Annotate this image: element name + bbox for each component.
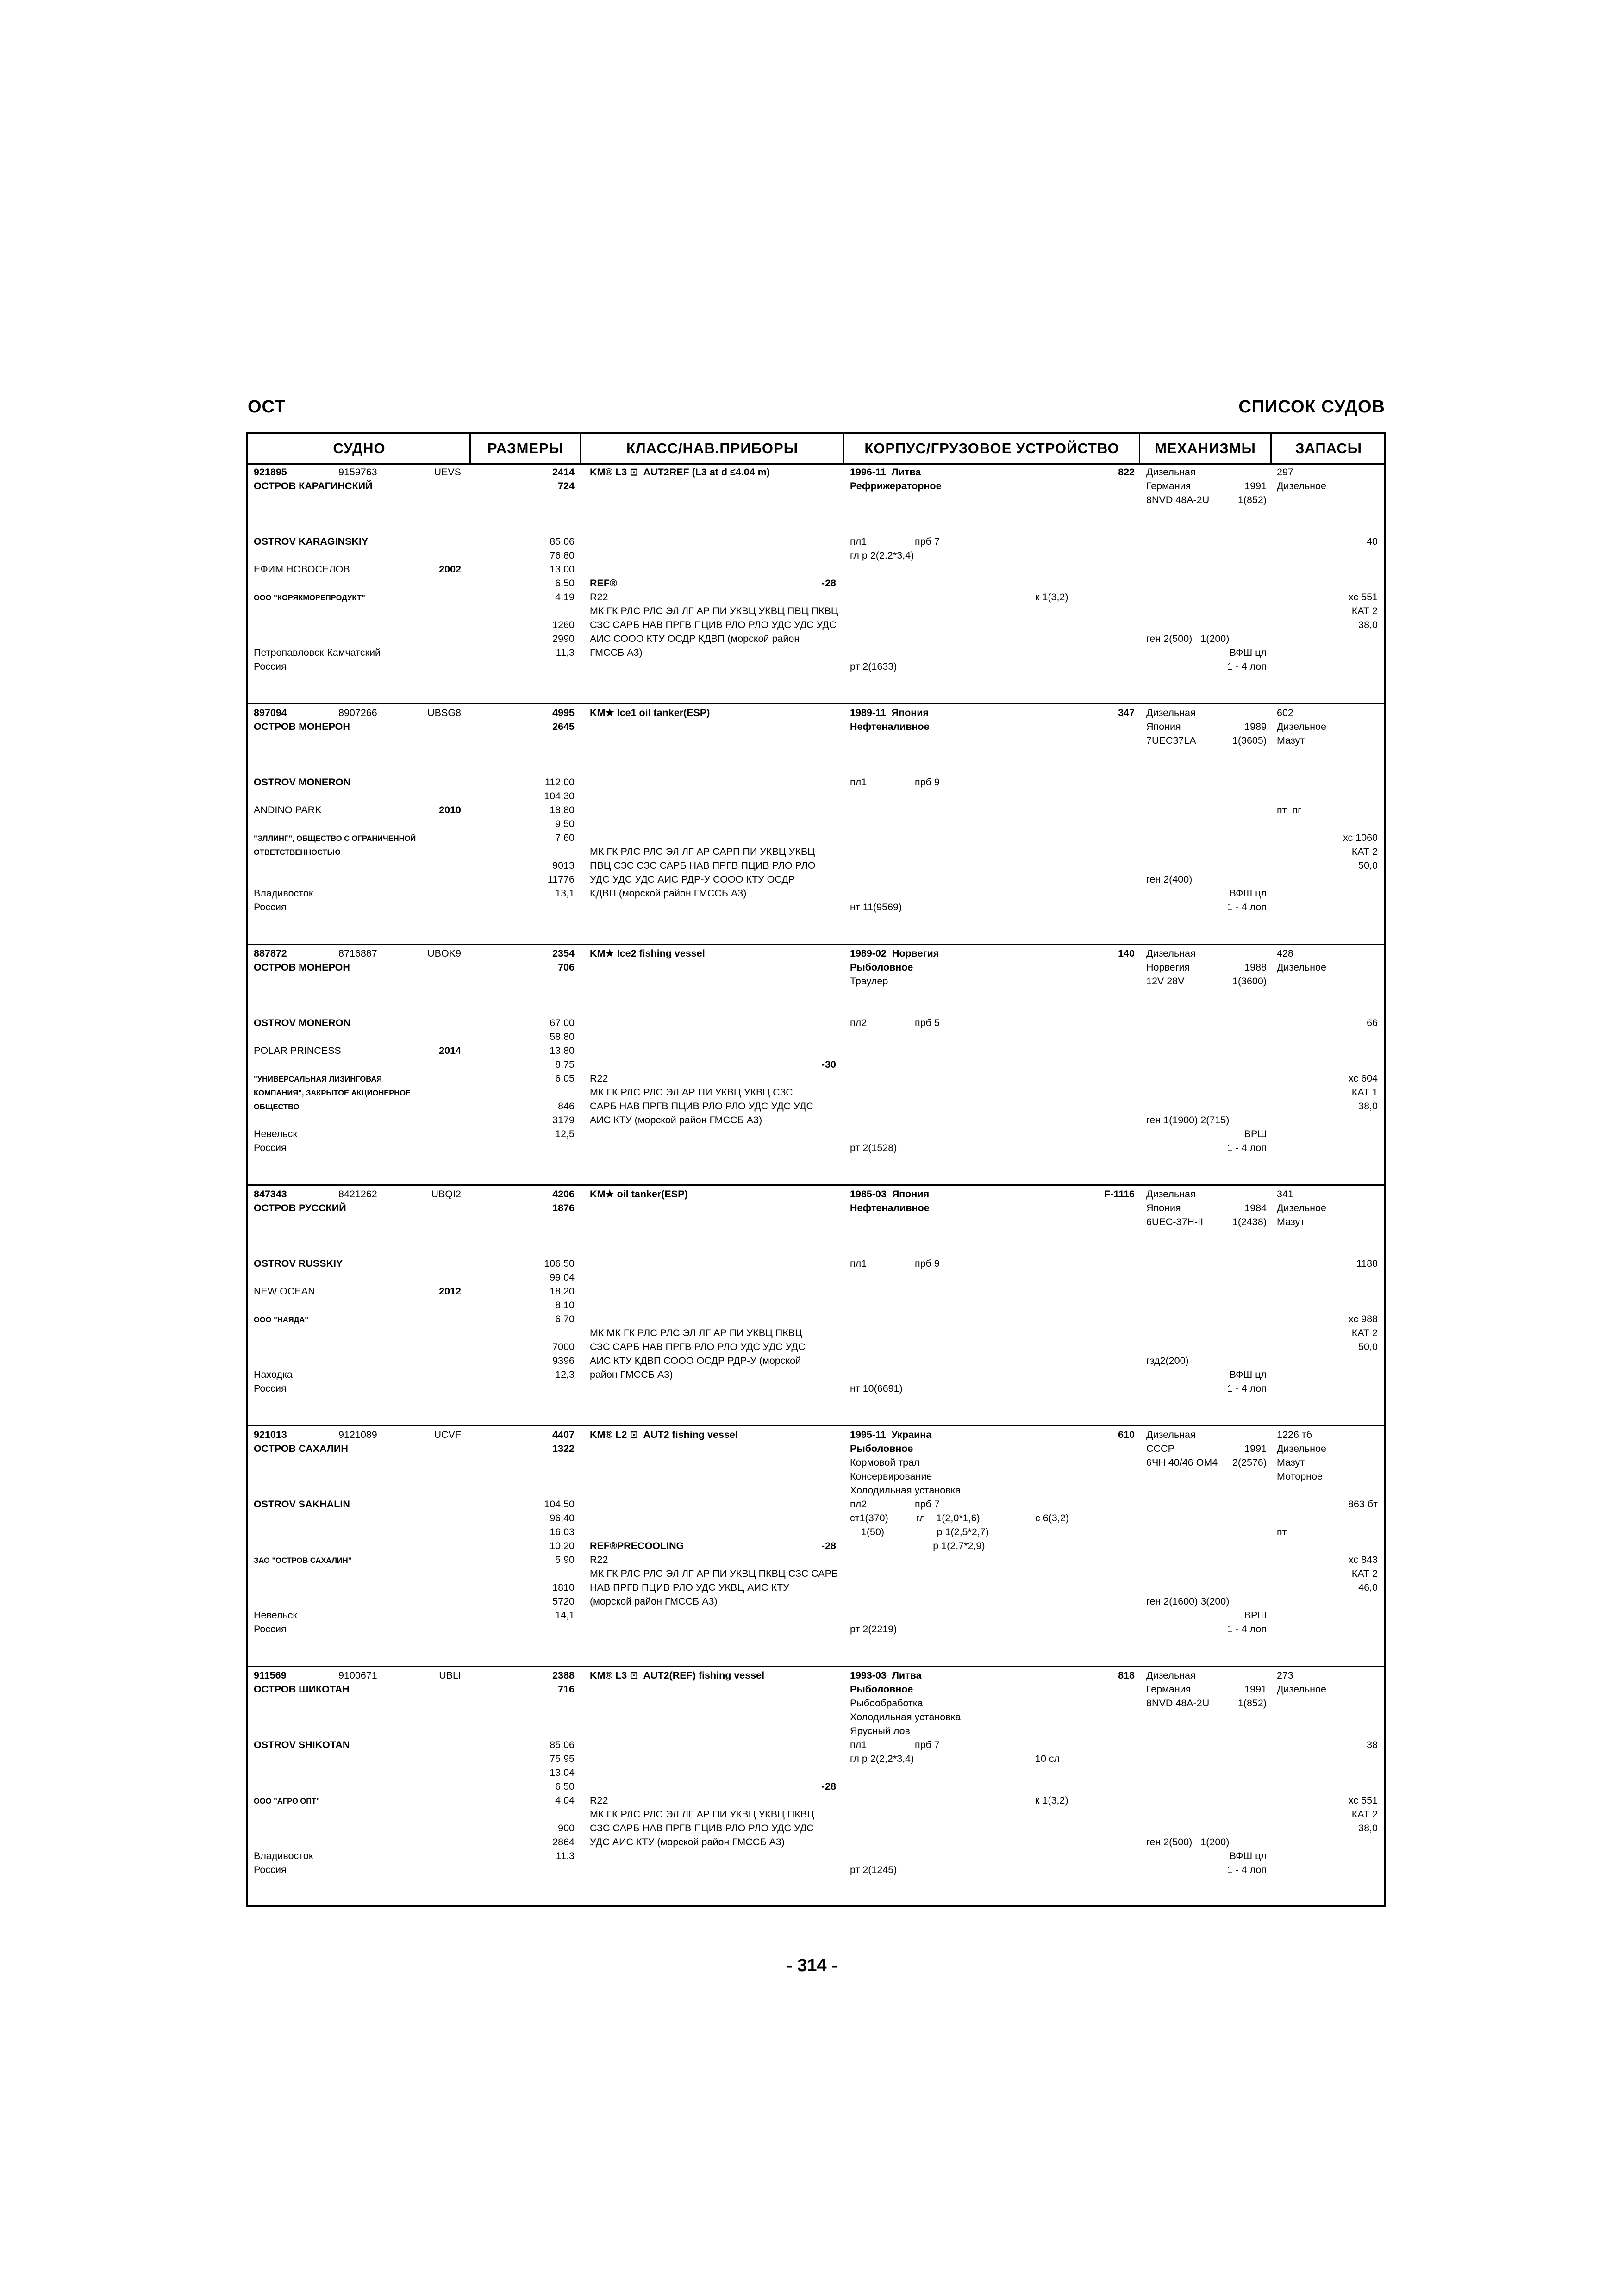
hull-build-number: 822	[1118, 467, 1135, 478]
ship-type: Рыболовное	[850, 962, 913, 973]
ship-reg-number: 847343	[254, 1188, 287, 1200]
dimension-value: 67,00	[550, 1017, 575, 1028]
engine-power: 1(3605)	[1232, 735, 1267, 746]
ship-country: Россия	[254, 1383, 287, 1394]
ship-name-ru: ОСТРОВ ШИКОТАН	[254, 1684, 350, 1695]
ship-imo: 8421262	[338, 1188, 377, 1200]
propeller-blades: 1 - 4 лоп	[1227, 1383, 1267, 1394]
stores-fuel-type: Дизельное	[1277, 1684, 1326, 1695]
ship-call-sign: UCVF	[434, 1429, 461, 1440]
stores-fuel-type-2: Мазут	[1277, 1457, 1305, 1468]
ship-name-en: OSTROV SAKHALIN	[254, 1499, 350, 1510]
hull-bulkheads: прб 7	[915, 536, 940, 547]
generators: ген 2(400)	[1146, 874, 1193, 885]
ship-name-ru: ОСТРОВ САХАЛИН	[254, 1443, 348, 1454]
dimension-value: 9013	[552, 860, 575, 871]
ship-name-ru: ОСТРОВ МОНЕРОН	[254, 962, 350, 973]
stores-value: 38,0	[1358, 1101, 1378, 1112]
stores-endurance: хс 551	[1348, 1795, 1378, 1806]
nav-equipment: МК МК ГК РЛС РЛС ЭЛ ЛГ АР ПИ УКВЦ ПКВЦ СЗС САРБ НАВ ПРГВ РЛО РЛО УДС УДС УДС АИС КТУ КДВП СООО ОСДР РДР-У (морской район ГМССБ А3)	[590, 1327, 806, 1380]
ship-name-en: OSTROV RUSSKIY	[254, 1258, 343, 1269]
dimension-value: 716	[558, 1684, 575, 1695]
dimension-value: 8,10	[555, 1300, 575, 1311]
dimension-value: 4,19	[555, 591, 575, 603]
dimension-value: 5,90	[555, 1554, 575, 1565]
generators: гзд2(200)	[1146, 1355, 1189, 1366]
hull-decks: пл2	[850, 1499, 867, 1510]
class-notation: KM® L3 ⊡ AUT2(REF) fishing vessel	[590, 1670, 765, 1681]
class-notation: KM® L3 ⊡ AUT2REF (L3 at d ≤4.04 m)	[590, 467, 770, 478]
refrigeration-temp: -30	[821, 1059, 836, 1070]
engine-type: Дизельная	[1146, 948, 1196, 959]
stores-fuel-amount: 297	[1277, 467, 1293, 478]
ship-imo: 9121089	[338, 1429, 377, 1440]
dimension-value: 2864	[552, 1836, 575, 1848]
ship-name-ru: ОСТРОВ МОНЕРОН	[254, 721, 350, 732]
stores-water: 863 бт	[1348, 1499, 1378, 1510]
hull-capacity: нт 11(9569)	[850, 902, 902, 913]
dimension-value: 2645	[552, 721, 575, 732]
ship-type-details: Рыбообработка Холодильная установка Ярусный лов	[850, 1698, 961, 1736]
cargo-hatches: гл р 2(2,2*3,4)	[850, 1753, 914, 1764]
engine-power: 1(852)	[1237, 494, 1267, 505]
stores-category: КАТ 2	[1351, 605, 1378, 616]
dimension-value: 4,04	[555, 1795, 575, 1806]
generators: ген 2(500) 1(200)	[1146, 633, 1230, 644]
dimension-value: 2354	[552, 948, 575, 959]
dimension-value: 1810	[552, 1582, 575, 1593]
ship-home-port: Невельск	[254, 1128, 297, 1139]
dimension-value: 18,20	[550, 1286, 575, 1297]
dimension-value: 7000	[552, 1341, 575, 1352]
dimension-value: 2414	[552, 467, 575, 478]
cargo-hatches: ст1(370) гл 1(2,0*1,6) 1(50) р 1(2,5*2,7) р 1(2,7*2,9)	[850, 1512, 989, 1551]
stores-endurance: хс 1060	[1343, 832, 1378, 843]
hull-capacity: нт 10(6691)	[850, 1383, 903, 1394]
stores-fuel-amount: 1226 тб	[1277, 1429, 1312, 1440]
stores-fuel-type-2: Мазут	[1277, 1216, 1305, 1227]
ship-type: Нефтеналивное	[850, 1202, 930, 1213]
generators: ген 2(500) 1(200)	[1146, 1836, 1230, 1848]
engine-model: 8NVD 48A-2U	[1146, 1698, 1210, 1709]
dimension-value: 5720	[552, 1596, 575, 1607]
ship-call-sign: UEVS	[434, 467, 461, 478]
refrigeration-temp: -28	[821, 1781, 836, 1792]
ship-call-sign: UBQI2	[431, 1188, 461, 1200]
dimension-value: 13,04	[550, 1767, 575, 1778]
propeller-blades: 1 - 4 лоп	[1227, 1864, 1267, 1875]
dimension-value: 1260	[552, 619, 575, 630]
engine-type: Дизельная	[1146, 1670, 1196, 1681]
engine-type: Дизельная	[1146, 1188, 1196, 1200]
hull-capacity: рт 2(1528)	[850, 1142, 897, 1153]
ship-type: Рефрижераторное	[850, 480, 942, 492]
stores-fuel-type: Дизельное	[1277, 480, 1326, 492]
stores-fuel-amount: 428	[1277, 948, 1293, 959]
engine-model: 12V 28V	[1146, 976, 1185, 987]
class-notation: KM® L2 ⊡ AUT2 fishing vessel	[590, 1429, 738, 1440]
ship-imo: 9100671	[338, 1670, 377, 1681]
generators: ген 2(1600) 3(200)	[1146, 1596, 1230, 1607]
dimension-value: 4206	[552, 1188, 575, 1200]
cargo-misc: с 6(3,2)	[1035, 1512, 1069, 1524]
stores-endurance: хс 604	[1348, 1073, 1378, 1084]
engine-year: 1991	[1244, 1443, 1267, 1454]
stores-value: 50,0	[1358, 860, 1378, 871]
nav-range-code: R22	[590, 591, 608, 603]
ship-reg-number: 921013	[254, 1429, 287, 1440]
ship-name-en: OSTROV MONERON	[254, 777, 351, 788]
ship-former-name: ЕФИМ НОВОСЕЛОВ	[254, 564, 350, 575]
dimension-value: 85,06	[550, 536, 575, 547]
hull-decks: пл1	[850, 1258, 867, 1269]
ship-owner: ООО "АГРО ОПТ"	[254, 1797, 320, 1805]
propeller-type: ВФШ цл	[1229, 647, 1267, 658]
dimension-value: 58,80	[550, 1031, 575, 1042]
dimension-value: 12,5	[555, 1128, 575, 1139]
dimension-value: 900	[558, 1823, 575, 1834]
ship-imo: 8716887	[338, 948, 377, 959]
refrigeration-temp: -28	[821, 578, 836, 589]
hull-decks: пл1	[850, 777, 867, 788]
engine-model: 6UEC-37H-II	[1146, 1216, 1204, 1227]
stores-category: КАТ 2	[1351, 1568, 1378, 1579]
engine-country: СССР	[1146, 1443, 1174, 1454]
ship-reg-number: 887872	[254, 948, 287, 959]
stores-fuel-amount: 602	[1277, 707, 1293, 718]
dimension-value: 706	[558, 962, 575, 973]
dimension-value: 1322	[552, 1443, 575, 1454]
ship-type: Нефтеналивное	[850, 721, 930, 732]
dimension-value: 11,3	[556, 1850, 575, 1861]
stores-category: КАТ 2	[1351, 1809, 1378, 1820]
engine-type: Дизельная	[1146, 467, 1196, 478]
ship-name-ru: ОСТРОВ КАРАГИНСКИЙ	[254, 480, 373, 492]
hull-built: 1995-11 Украина	[850, 1429, 932, 1440]
cargo-hatches: гл р 2(2.2*3,4)	[850, 550, 914, 561]
dimension-value: 96,40	[550, 1512, 575, 1524]
ship-home-port: Владивосток	[254, 1850, 313, 1861]
dimension-value: 14,1	[555, 1610, 575, 1621]
dimension-value: 2990	[552, 633, 575, 644]
dimension-value: 85,06	[550, 1739, 575, 1750]
cargo-misc: 10 сл	[1035, 1753, 1060, 1764]
dimension-value: 6,05	[555, 1073, 575, 1084]
engine-country: Германия	[1146, 1684, 1191, 1695]
dimension-value: 4407	[552, 1429, 575, 1440]
dimension-value: 724	[558, 480, 575, 492]
stores-value: 38,0	[1358, 619, 1378, 630]
stores-value: 50,0	[1358, 1341, 1378, 1352]
dimension-value: 846	[558, 1101, 575, 1112]
dimension-value: 6,50	[555, 1781, 575, 1792]
engine-model: 8NVD 48A-2U	[1146, 494, 1210, 505]
hull-built: 1989-02 Норвегия	[850, 948, 939, 959]
stores-fuel-type: Дизельное	[1277, 721, 1326, 732]
ship-type-details: Кормовой трал Консервирование Холодильная установка	[850, 1457, 961, 1496]
dimension-value: 13,1	[555, 888, 575, 899]
stores-fuel-type-3: Моторное	[1277, 1471, 1323, 1482]
ship-table	[246, 432, 1386, 1907]
engine-country: Германия	[1146, 480, 1191, 492]
nav-equipment: МК ГК РЛС РЛС ЭЛ ЛГ АР ПИ УКВЦ УКВЦ ПКВЦ СЗС САРБ НАВ ПРГВ ПЦИВ РЛО РЛО УДС УДС УДС АИС КТУ (морской район ГМССБ А3)	[590, 1809, 815, 1848]
engine-year: 1984	[1244, 1202, 1267, 1213]
generators: ген 1(1900) 2(715)	[1146, 1114, 1230, 1126]
ship-owner: ООО "КОРЯКМОРЕПРОДУКТ"	[254, 594, 365, 602]
ship-country: Россия	[254, 1864, 287, 1875]
class-notation: KM★ Ice2 fishing vessel	[590, 948, 705, 959]
propeller-blades: 1 - 4 лоп	[1227, 661, 1267, 672]
nav-equipment: МК ГК РЛС РЛС ЭЛ АР ПИ УКВЦ УКВЦ СЗС САРБ НАВ ПРГВ ПЦИВ РЛО РЛО УДС УДС УДС АИС КТУ (морской район ГМССБ А3)	[590, 1087, 814, 1126]
ship-country: Россия	[254, 1624, 287, 1635]
dimension-value: 12,3	[555, 1369, 575, 1380]
dimension-value: 18,80	[550, 804, 575, 815]
stores-misc: пт	[1277, 1526, 1287, 1537]
nav-equipment: МК ГК РЛС РЛС ЭЛ ЛГ АР САРП ПИ УКВЦ УКВЦ ПВЦ СЗС СЗС САРБ НАВ ПРГВ ПЦИВ РЛО РЛО УДС УДС УДС АИС РДР-У СООО КТУ ОСДР КДВП (морской район ГМССБ А3)	[590, 846, 816, 899]
ship-type: Рыболовное	[850, 1443, 913, 1454]
ship-name-en: OSTROV SHIKOTAN	[254, 1739, 350, 1750]
ship-country: Россия	[254, 902, 287, 913]
propeller-blades: 1 - 4 лоп	[1227, 1624, 1267, 1635]
dimension-value: 8,75	[555, 1059, 575, 1070]
propeller-type: ВФШ цл	[1229, 1369, 1267, 1380]
engine-year: 1991	[1244, 1684, 1267, 1695]
stores-category: КАТ 2	[1351, 846, 1378, 857]
col-stores: ЗАПАСЫ	[1295, 440, 1362, 456]
ship-home-port: Находка	[254, 1369, 293, 1380]
stores-fuel-amount: 341	[1277, 1188, 1293, 1200]
dimension-value: 76,80	[550, 550, 575, 561]
dimension-value: 75,95	[550, 1753, 575, 1764]
nav-range-code: R22	[590, 1795, 608, 1806]
stores-fuel-type: Дизельное	[1277, 962, 1326, 973]
class-notation: KM★ Ice1 oil tanker(ESP)	[590, 707, 710, 718]
hull-capacity: рт 2(2219)	[850, 1624, 897, 1635]
dimension-value: 13,80	[550, 1045, 575, 1056]
dimension-value: 7,60	[555, 832, 575, 843]
ship-home-port: Невельск	[254, 1610, 297, 1621]
engine-model: 7UEC37LA	[1146, 735, 1196, 746]
ship-former-name: ANDINO PARK	[254, 804, 322, 815]
hull-built: 1993-03 Литва	[850, 1670, 922, 1681]
hull-bulkheads: прб 7	[915, 1739, 940, 1750]
hull-build-number: 610	[1118, 1429, 1135, 1440]
stores-value: 38,0	[1358, 1823, 1378, 1834]
ship-former-name: NEW OCEAN	[254, 1286, 315, 1297]
page-number: - 314 -	[787, 1956, 837, 1975]
stores-water: 1188	[1356, 1258, 1378, 1269]
propeller-type: ВФШ цл	[1229, 1850, 1267, 1861]
nav-range-code: R22	[590, 1073, 608, 1084]
hull-decks: пл1	[850, 536, 867, 547]
engine-year: 1991	[1244, 480, 1267, 492]
stores-water: 40	[1367, 536, 1378, 547]
hull-build-number: 140	[1118, 948, 1135, 959]
dimension-value: 4995	[552, 707, 575, 718]
propeller-type: ВРШ	[1244, 1610, 1267, 1621]
ship-home-port: Владивосток	[254, 888, 313, 899]
propeller-type: ВФШ цл	[1229, 888, 1267, 899]
refrigeration-temp: -28	[821, 1540, 836, 1551]
stores-endurance: хс 843	[1348, 1554, 1378, 1565]
dimension-value: 6,50	[555, 578, 575, 589]
stores-fuel-type: Дизельное	[1277, 1202, 1326, 1213]
header-left: ОСТ	[248, 397, 286, 417]
propeller-type: ВРШ	[1244, 1128, 1267, 1139]
ship-owner: "ЭЛЛИНГ", ОБЩЕСТВО С ОГРАНИЧЕННОЙ ОТВЕТСТВЕННОСТЬЮ	[254, 834, 416, 857]
ship-imo: 8907266	[338, 707, 377, 718]
engine-power: 1(3600)	[1232, 976, 1267, 987]
col-ship: СУДНО	[333, 440, 386, 456]
ship-reg-number: 921895	[254, 467, 287, 478]
header-right: СПИСОК СУДОВ	[1238, 397, 1385, 417]
dimension-value: 104,30	[544, 790, 575, 802]
stores-misc: пт пг	[1277, 804, 1301, 815]
stores-fuel-type: Дизельное	[1277, 1443, 1326, 1454]
class-notation: KM★ oil tanker(ESP)	[590, 1188, 688, 1200]
ship-call-sign: UBOK9	[427, 948, 461, 959]
hull-build-number: F-1116	[1104, 1188, 1135, 1200]
refrigeration-class: REF®	[590, 578, 617, 589]
engine-type: Дизельная	[1146, 1429, 1196, 1440]
hull-decks: пл2	[850, 1017, 867, 1028]
hull-capacity: рт 2(1633)	[850, 661, 897, 672]
ship-former-year: 2002	[439, 564, 461, 575]
dimension-value: 104,50	[544, 1499, 575, 1510]
ship-former-year: 2010	[439, 804, 461, 815]
ship-country: Россия	[254, 661, 287, 672]
stores-fuel-amount: 273	[1277, 1670, 1293, 1681]
propeller-blades: 1 - 4 лоп	[1227, 1142, 1267, 1153]
hull-built: 1996-11 Литва	[850, 467, 921, 478]
col-machinery: МЕХАНИЗМЫ	[1155, 440, 1256, 456]
dimension-value: 9396	[552, 1355, 575, 1366]
engine-power: 1(2438)	[1232, 1216, 1267, 1227]
dimension-value: 11,3	[556, 647, 575, 658]
ship-type-details: Траулер	[850, 976, 888, 987]
dimension-value: 16,03	[550, 1526, 575, 1537]
dimension-value: 6,70	[555, 1313, 575, 1325]
ship-owner: ООО "НАЯДА"	[254, 1316, 309, 1324]
dimension-value: 3179	[552, 1114, 575, 1126]
nav-range-code: R22	[590, 1554, 608, 1565]
hull-build-number: 818	[1118, 1670, 1135, 1681]
dimension-value: 99,04	[550, 1272, 575, 1283]
hull-capacity: рт 2(1245)	[850, 1864, 897, 1875]
dimension-value: 1876	[552, 1202, 575, 1213]
ship-former-year: 2014	[439, 1045, 461, 1056]
engine-power: 2(2576)	[1232, 1457, 1267, 1468]
stores-endurance: хс 988	[1348, 1313, 1378, 1325]
hull-built: 1985-03 Япония	[850, 1188, 930, 1200]
col-hull: КОРПУС/ГРУЗОВОЕ УСТРОЙСТВО	[864, 440, 1119, 456]
propeller-blades: 1 - 4 лоп	[1227, 902, 1267, 913]
stores-category: КАТ 2	[1351, 1327, 1378, 1338]
ship-name-en: OSTROV KARAGINSKIY	[254, 536, 369, 547]
engine-year: 1989	[1244, 721, 1267, 732]
cargo-cranes: к 1(3,2)	[1035, 591, 1068, 603]
hull-build-number: 347	[1118, 707, 1135, 718]
hull-bulkheads: прб 7	[915, 1499, 940, 1510]
ship-name-ru: ОСТРОВ РУССКИЙ	[254, 1202, 346, 1213]
nav-equipment: МК ГК РЛС РЛС ЭЛ ЛГ АР ПИ УКВЦ ПКВЦ СЗС САРБ НАВ ПРГВ ПЦИВ РЛО УДС УКВЦ АИС КТУ (морской район ГМССБ А3)	[590, 1568, 838, 1607]
hull-bulkheads: прб 9	[915, 777, 940, 788]
dimension-value: 106,50	[544, 1258, 575, 1269]
ship-call-sign: UBLI	[439, 1670, 461, 1681]
dimension-value: 11776	[547, 874, 575, 885]
ship-country: Россия	[254, 1142, 287, 1153]
ship-owner: "УНИВЕРСАЛЬНАЯ ЛИЗИНГОВАЯ КОМПАНИЯ", ЗАКРЫТОЕ АКЦИОНЕРНОЕ ОБЩЕСТВО	[254, 1075, 411, 1111]
dimension-value: 13,00	[550, 564, 575, 575]
col-class: КЛАСС/НАВ.ПРИБОРЫ	[626, 440, 799, 456]
refrigeration-class: REF®PRECOOLING	[590, 1540, 684, 1551]
stores-water: 66	[1367, 1017, 1378, 1028]
dimension-value: 9,50	[555, 818, 575, 829]
ship-imo: 9159763	[338, 467, 377, 478]
ship-call-sign: UBSG8	[427, 707, 461, 718]
engine-year: 1988	[1244, 962, 1267, 973]
ship-home-port: Петропавловск-Камчатский	[254, 647, 381, 658]
ship-reg-number: 911569	[254, 1670, 287, 1681]
engine-country: Норвегия	[1146, 962, 1190, 973]
ship-reg-number: 897094	[254, 707, 287, 718]
hull-built: 1989-11 Япония	[850, 707, 929, 718]
ship-former-year: 2012	[439, 1286, 461, 1297]
stores-value: 46,0	[1358, 1582, 1378, 1593]
hull-bulkheads: прб 9	[915, 1258, 940, 1269]
col-dimensions: РАЗМЕРЫ	[487, 440, 564, 456]
ship-type: Рыболовное	[850, 1684, 913, 1695]
dimension-value: 2388	[552, 1670, 575, 1681]
cargo-cranes: к 1(3,2)	[1035, 1795, 1068, 1806]
stores-endurance: хс 551	[1348, 591, 1378, 603]
dimension-value: 10,20	[550, 1540, 575, 1551]
ship-owner: ЗАО "ОСТРОВ САХАЛИН"	[254, 1556, 352, 1565]
engine-type: Дизельная	[1146, 707, 1196, 718]
hull-decks: пл1	[850, 1739, 867, 1750]
stores-fuel-type-2: Мазут	[1277, 735, 1305, 746]
ship-name-en: OSTROV MONERON	[254, 1017, 351, 1028]
nav-equipment: МК ГК РЛС РЛС ЭЛ ЛГ АР ПИ УКВЦ УКВЦ ПВЦ ПКВЦ СЗС САРБ НАВ ПРГВ ПЦИВ РЛО РЛО УДС УДС УДС АИС СООО КТУ ОСДР КДВП (морской район ГМССБ А3)	[590, 605, 838, 658]
engine-country: Япония	[1146, 721, 1181, 732]
hull-bulkheads: прб 5	[915, 1017, 940, 1028]
stores-water: 38	[1367, 1739, 1378, 1750]
engine-power: 1(852)	[1237, 1698, 1267, 1709]
stores-category: КАТ 1	[1351, 1087, 1378, 1098]
engine-model: 6ЧН 40/46 ОМ4	[1146, 1457, 1218, 1468]
dimension-value: 112,00	[544, 777, 575, 788]
engine-country: Япония	[1146, 1202, 1181, 1213]
ship-former-name: POLAR PRINCESS	[254, 1045, 341, 1056]
